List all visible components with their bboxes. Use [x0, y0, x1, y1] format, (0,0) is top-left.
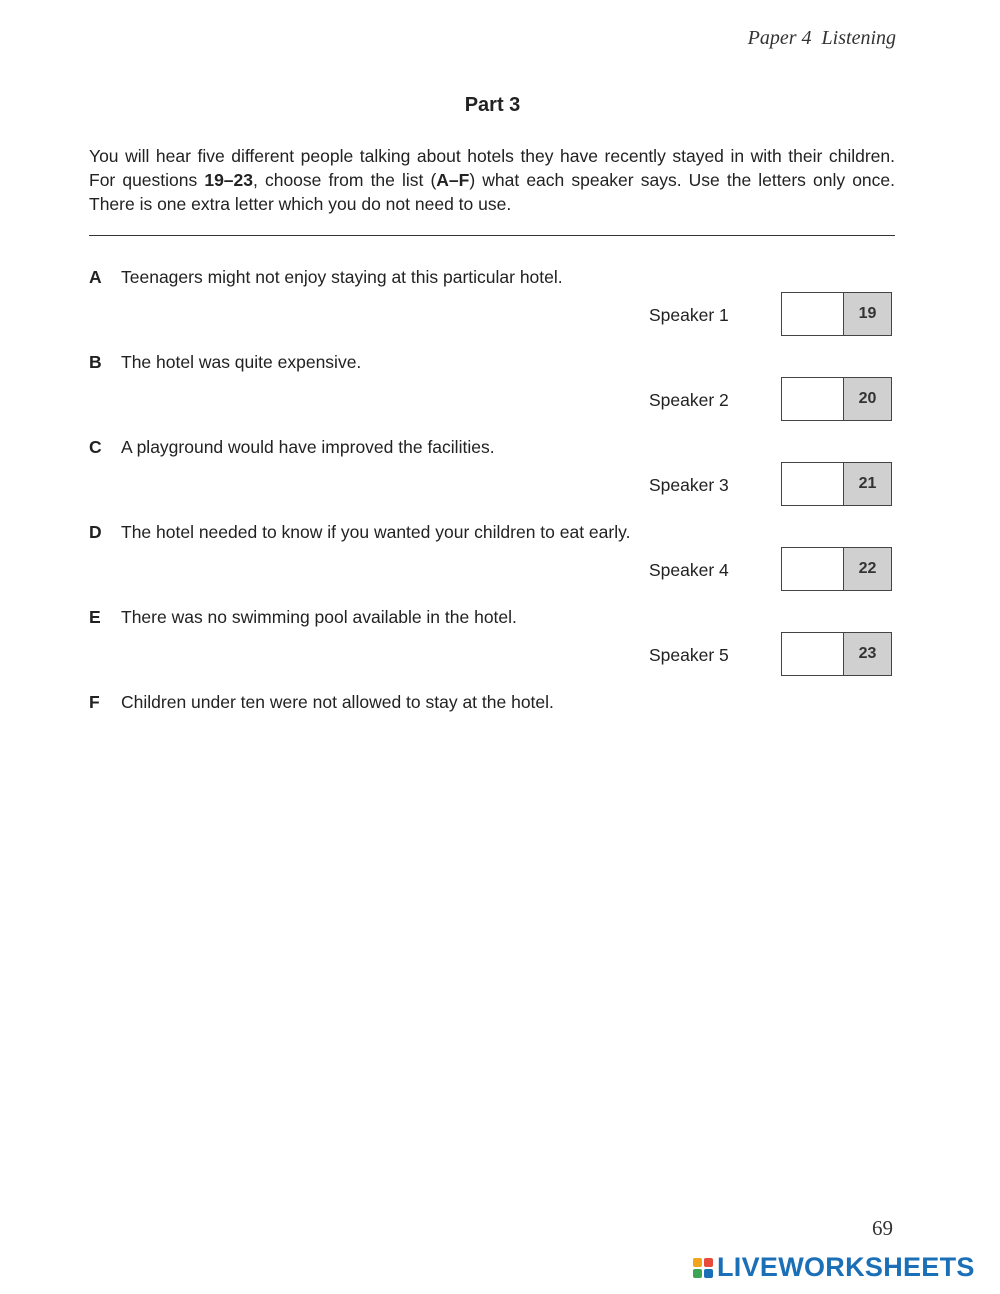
- answer-box-19: [781, 292, 892, 336]
- answer-input-21[interactable]: [782, 463, 844, 505]
- option-letter: C: [89, 437, 102, 457]
- question-number: 19: [844, 293, 891, 335]
- questions-range: 19–23: [204, 170, 254, 190]
- option-text: Children under ten were not allowed to stay at the hotel.: [121, 692, 554, 712]
- answer-input-19[interactable]: [782, 293, 844, 335]
- option-text: The hotel was quite expensive.: [121, 352, 362, 372]
- divider: [89, 235, 895, 236]
- option-letter: A: [89, 267, 102, 287]
- option-text: The hotel needed to know if you wanted your children to eat early.: [121, 522, 631, 542]
- letters-range: A–F: [436, 170, 470, 190]
- answer-input-22[interactable]: [782, 548, 844, 590]
- section-label: Listening: [821, 27, 896, 49]
- option-letter: F: [89, 692, 100, 712]
- option-f: [89, 691, 554, 713]
- speaker-3-label: Speaker 3: [649, 475, 729, 495]
- instructions-text-1: You will hear five different people talking about hotels they have recently stayed in with their children. For questions: [89, 146, 895, 190]
- option-text: There was no swimming pool available in the hotel.: [121, 607, 517, 627]
- option-a: [89, 266, 563, 288]
- instructions-text-2: , choose from the list (: [253, 170, 437, 190]
- answer-input-23[interactable]: [782, 633, 844, 675]
- option-b: [89, 351, 361, 373]
- speaker-2-label: Speaker 2: [649, 390, 729, 410]
- answer-input-20[interactable]: [782, 378, 844, 420]
- speaker-4-label: Speaker 4: [649, 560, 729, 580]
- option-d: [89, 521, 630, 543]
- option-c: [89, 436, 495, 458]
- page-number: 69: [872, 1216, 893, 1240]
- answer-box-23: [781, 632, 892, 676]
- option-letter: B: [89, 352, 102, 372]
- brand-watermark: [693, 1252, 975, 1283]
- question-number: 21: [844, 463, 891, 505]
- paper-label: Paper 4: [747, 27, 812, 49]
- brand-name: LIVEWORKSHEETS: [717, 1252, 975, 1282]
- option-text: Teenagers might not enjoy staying at this particular hotel.: [121, 267, 563, 287]
- option-letter: D: [89, 522, 102, 542]
- option-letter: E: [89, 607, 101, 627]
- page-header: [748, 27, 896, 50]
- question-number: 23: [844, 633, 891, 675]
- instructions: [89, 144, 895, 216]
- option-e: [89, 606, 517, 628]
- speaker-1-label: Speaker 1: [649, 305, 729, 325]
- question-number: 22: [844, 548, 891, 590]
- liveworksheets-logo-icon: [693, 1258, 713, 1278]
- speaker-5-label: Speaker 5: [649, 645, 729, 665]
- answer-box-21: [781, 462, 892, 506]
- answer-box-22: [781, 547, 892, 591]
- instructions-text-3: ) what each speaker says. Use the letters only once. There is one extra letter which you do not need to use.: [89, 170, 895, 214]
- page-title: Part 3: [464, 94, 521, 116]
- answer-box-20: [781, 377, 892, 421]
- option-text: A playground would have improved the facilities.: [121, 437, 495, 457]
- question-number: 20: [844, 378, 891, 420]
